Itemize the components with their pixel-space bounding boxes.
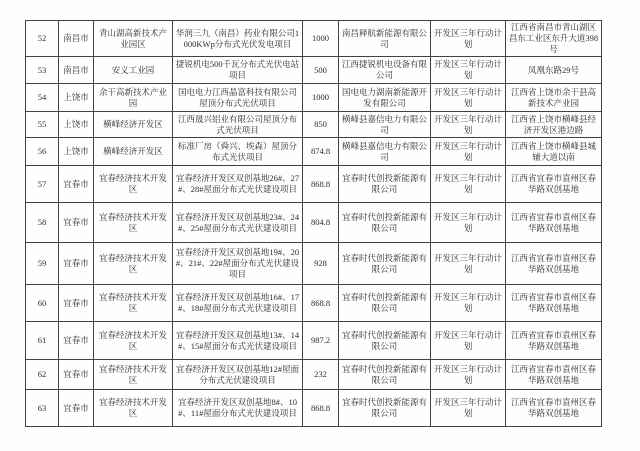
table-row bbox=[26, 203, 602, 243]
cell-plan: 开发区三年行动计划 bbox=[431, 390, 506, 427]
cell-project: 宜春经济开发区双创基地13#、14#、15#屋面分布式光伏建设项目 bbox=[173, 322, 303, 360]
cell-capacity: 868.8 bbox=[303, 390, 339, 427]
cell-company: 横峰县嘉信电力有限公司 bbox=[339, 112, 431, 138]
cell-company: 横峰县嘉信电力有限公司 bbox=[339, 138, 431, 166]
cell-park: 宜春经济技术开发区 bbox=[94, 360, 173, 390]
cell-park: 余干高新技术产业园 bbox=[94, 84, 173, 112]
cell-address: 江西省上饶市横峰县城辅大道以南 bbox=[506, 138, 602, 166]
cell-address: 江西省上饶市横峰县经济开发区港边路 bbox=[506, 112, 602, 138]
cell-company: 江西捷锐机电设备有限公司 bbox=[339, 57, 431, 84]
cell-park: 宜春经济技术开发区 bbox=[94, 203, 173, 243]
cell-address: 江西省上饶市余干县高新技术产业园 bbox=[506, 84, 602, 112]
cell-plan: 开发区三年行动计划 bbox=[431, 360, 506, 390]
cell-no: 57 bbox=[26, 166, 59, 203]
cell-capacity: 868.8 bbox=[303, 285, 339, 322]
cell-city: 上饶市 bbox=[59, 84, 94, 112]
cell-address: 江西省宜春市袁州区春华路双创基地 bbox=[506, 203, 602, 243]
cell-address: 江西省南昌市青山湖区昌东工业区东升大道398号 bbox=[506, 21, 602, 57]
cell-address: 江西省宜春市袁州区春华路双创基地 bbox=[506, 166, 602, 203]
cell-no: 63 bbox=[26, 390, 59, 427]
cell-company: 宜春时代创投新能源有限公司 bbox=[339, 166, 431, 203]
cell-park: 宜春经济技术开发区 bbox=[94, 390, 173, 427]
cell-project: 宜春经济开发区双创基地23#、24#、25#屋面分布式光伏建设项目 bbox=[173, 203, 303, 243]
pv-projects-table bbox=[25, 20, 602, 427]
cell-city: 宜春市 bbox=[59, 360, 94, 390]
table-row bbox=[26, 166, 602, 203]
cell-project: 宜春经济开发区双创基地8#、10#、11#屋面分布式光伏建设项目 bbox=[173, 390, 303, 427]
cell-address: 江西省宜春市袁州区春华路双创基地 bbox=[506, 322, 602, 360]
cell-address: 江西省宜春市袁州区春华路双创基地 bbox=[506, 360, 602, 390]
cell-project: 标准厂房（舜兴、埃森）屋顶分布式光伏项目 bbox=[173, 138, 303, 166]
cell-capacity: 1000 bbox=[303, 21, 339, 57]
cell-park: 青山湖高新技术产业园区 bbox=[94, 21, 173, 57]
cell-capacity: 874.8 bbox=[303, 138, 339, 166]
cell-no: 54 bbox=[26, 84, 59, 112]
cell-plan: 开发区三年行动计划 bbox=[431, 322, 506, 360]
cell-plan: 开发区三年行动计划 bbox=[431, 285, 506, 322]
cell-no: 56 bbox=[26, 138, 59, 166]
table-row bbox=[26, 243, 602, 285]
cell-project: 华润三九（南昌）药业有限公司1000KWp分布式光伏发电项目 bbox=[173, 21, 303, 57]
cell-capacity: 1000 bbox=[303, 84, 339, 112]
cell-no: 59 bbox=[26, 243, 59, 285]
cell-city: 南昌市 bbox=[59, 57, 94, 84]
cell-project: 江西晟兴铝业有限公司屋顶分布式光伏项目 bbox=[173, 112, 303, 138]
cell-plan: 开发区三年行动计划 bbox=[431, 138, 506, 166]
cell-no: 62 bbox=[26, 360, 59, 390]
cell-no: 53 bbox=[26, 57, 59, 84]
cell-capacity: 850 bbox=[303, 112, 339, 138]
cell-park: 宜春经济技术开发区 bbox=[94, 285, 173, 322]
cell-company: 宜春时代创投新能源有限公司 bbox=[339, 360, 431, 390]
cell-project: 宜春经济开发区双创基地26#、27#、28#屋面分布式光伏建设项目 bbox=[173, 166, 303, 203]
table-row bbox=[26, 390, 602, 427]
cell-project: 宜春经济开发区双创基地16#、17#、18#屋面分布式光伏建设项目 bbox=[173, 285, 303, 322]
cell-no: 55 bbox=[26, 112, 59, 138]
cell-park: 宜春经济技术开发区 bbox=[94, 243, 173, 285]
cell-plan: 开发区三年行动计划 bbox=[431, 203, 506, 243]
cell-capacity: 987.2 bbox=[303, 322, 339, 360]
cell-company: 宜春时代创投新能源有限公司 bbox=[339, 203, 431, 243]
cell-capacity: 232 bbox=[303, 360, 339, 390]
cell-no: 61 bbox=[26, 322, 59, 360]
cell-company: 宜春时代创投新能源有限公司 bbox=[339, 285, 431, 322]
table-row bbox=[26, 21, 602, 57]
table-row bbox=[26, 285, 602, 322]
cell-park: 横峰经济开发区 bbox=[94, 112, 173, 138]
cell-company: 宜春时代创投新能源有限公司 bbox=[339, 390, 431, 427]
table-row bbox=[26, 138, 602, 166]
cell-capacity: 500 bbox=[303, 57, 339, 84]
cell-company: 宜春时代创投新能源有限公司 bbox=[339, 243, 431, 285]
cell-project: 宜春经济开发区双创基地12#屋面分布式光伏建设项目 bbox=[173, 360, 303, 390]
cell-address: 江西省宜春市袁州区春华路双创基地 bbox=[506, 243, 602, 285]
cell-plan: 开发区三年行动计划 bbox=[431, 166, 506, 203]
cell-project: 捷锐机电500千瓦分布式光伏电站项目 bbox=[173, 57, 303, 84]
cell-no: 52 bbox=[26, 21, 59, 57]
cell-park: 宜春经济技术开发区 bbox=[94, 166, 173, 203]
cell-plan: 开发区三年行动计划 bbox=[431, 84, 506, 112]
cell-city: 南昌市 bbox=[59, 21, 94, 57]
cell-capacity: 868.8 bbox=[303, 166, 339, 203]
cell-park: 宜春经济技术开发区 bbox=[94, 322, 173, 360]
cell-address: 江西省宜春市袁州区春华路双创基地 bbox=[506, 285, 602, 322]
cell-no: 60 bbox=[26, 285, 59, 322]
cell-capacity: 928 bbox=[303, 243, 339, 285]
cell-plan: 开发区三年行动计划 bbox=[431, 112, 506, 138]
cell-plan: 开发区三年行动计划 bbox=[431, 243, 506, 285]
cell-no: 58 bbox=[26, 203, 59, 243]
cell-company: 宜春时代创投新能源有限公司 bbox=[339, 322, 431, 360]
cell-city: 宜春市 bbox=[59, 243, 94, 285]
cell-city: 宜春市 bbox=[59, 322, 94, 360]
cell-city: 上饶市 bbox=[59, 138, 94, 166]
table-row bbox=[26, 57, 602, 84]
cell-city: 上饶市 bbox=[59, 112, 94, 138]
table-row bbox=[26, 84, 602, 112]
cell-project: 宜春经济开发区双创基地19#、20#、21#、22#屋面分布式光伏建设项目 bbox=[173, 243, 303, 285]
cell-address: 凤凰东路29号 bbox=[506, 57, 602, 84]
cell-park: 横峰经济开发区 bbox=[94, 138, 173, 166]
table-row bbox=[26, 112, 602, 138]
projects-table-body bbox=[26, 21, 602, 427]
cell-plan: 开发区三年行动计划 bbox=[431, 21, 506, 57]
table-row bbox=[26, 322, 602, 360]
cell-city: 宜春市 bbox=[59, 203, 94, 243]
cell-city: 宜春市 bbox=[59, 390, 94, 427]
cell-city: 宜春市 bbox=[59, 285, 94, 322]
cell-company: 南昌释航新能源有限公司 bbox=[339, 21, 431, 57]
cell-address: 江西省宜春市袁州区春华路双创基地 bbox=[506, 390, 602, 427]
cell-company: 国电电力湖南新能源开发有限公司 bbox=[339, 84, 431, 112]
cell-plan: 开发区三年行动计划 bbox=[431, 57, 506, 84]
cell-park: 安义工业园 bbox=[94, 57, 173, 84]
cell-capacity: 804.8 bbox=[303, 203, 339, 243]
table-row bbox=[26, 360, 602, 390]
cell-city: 宜春市 bbox=[59, 166, 94, 203]
cell-project: 国电电力江西晶富科技有限公司屋顶分布式光伏项目 bbox=[173, 84, 303, 112]
